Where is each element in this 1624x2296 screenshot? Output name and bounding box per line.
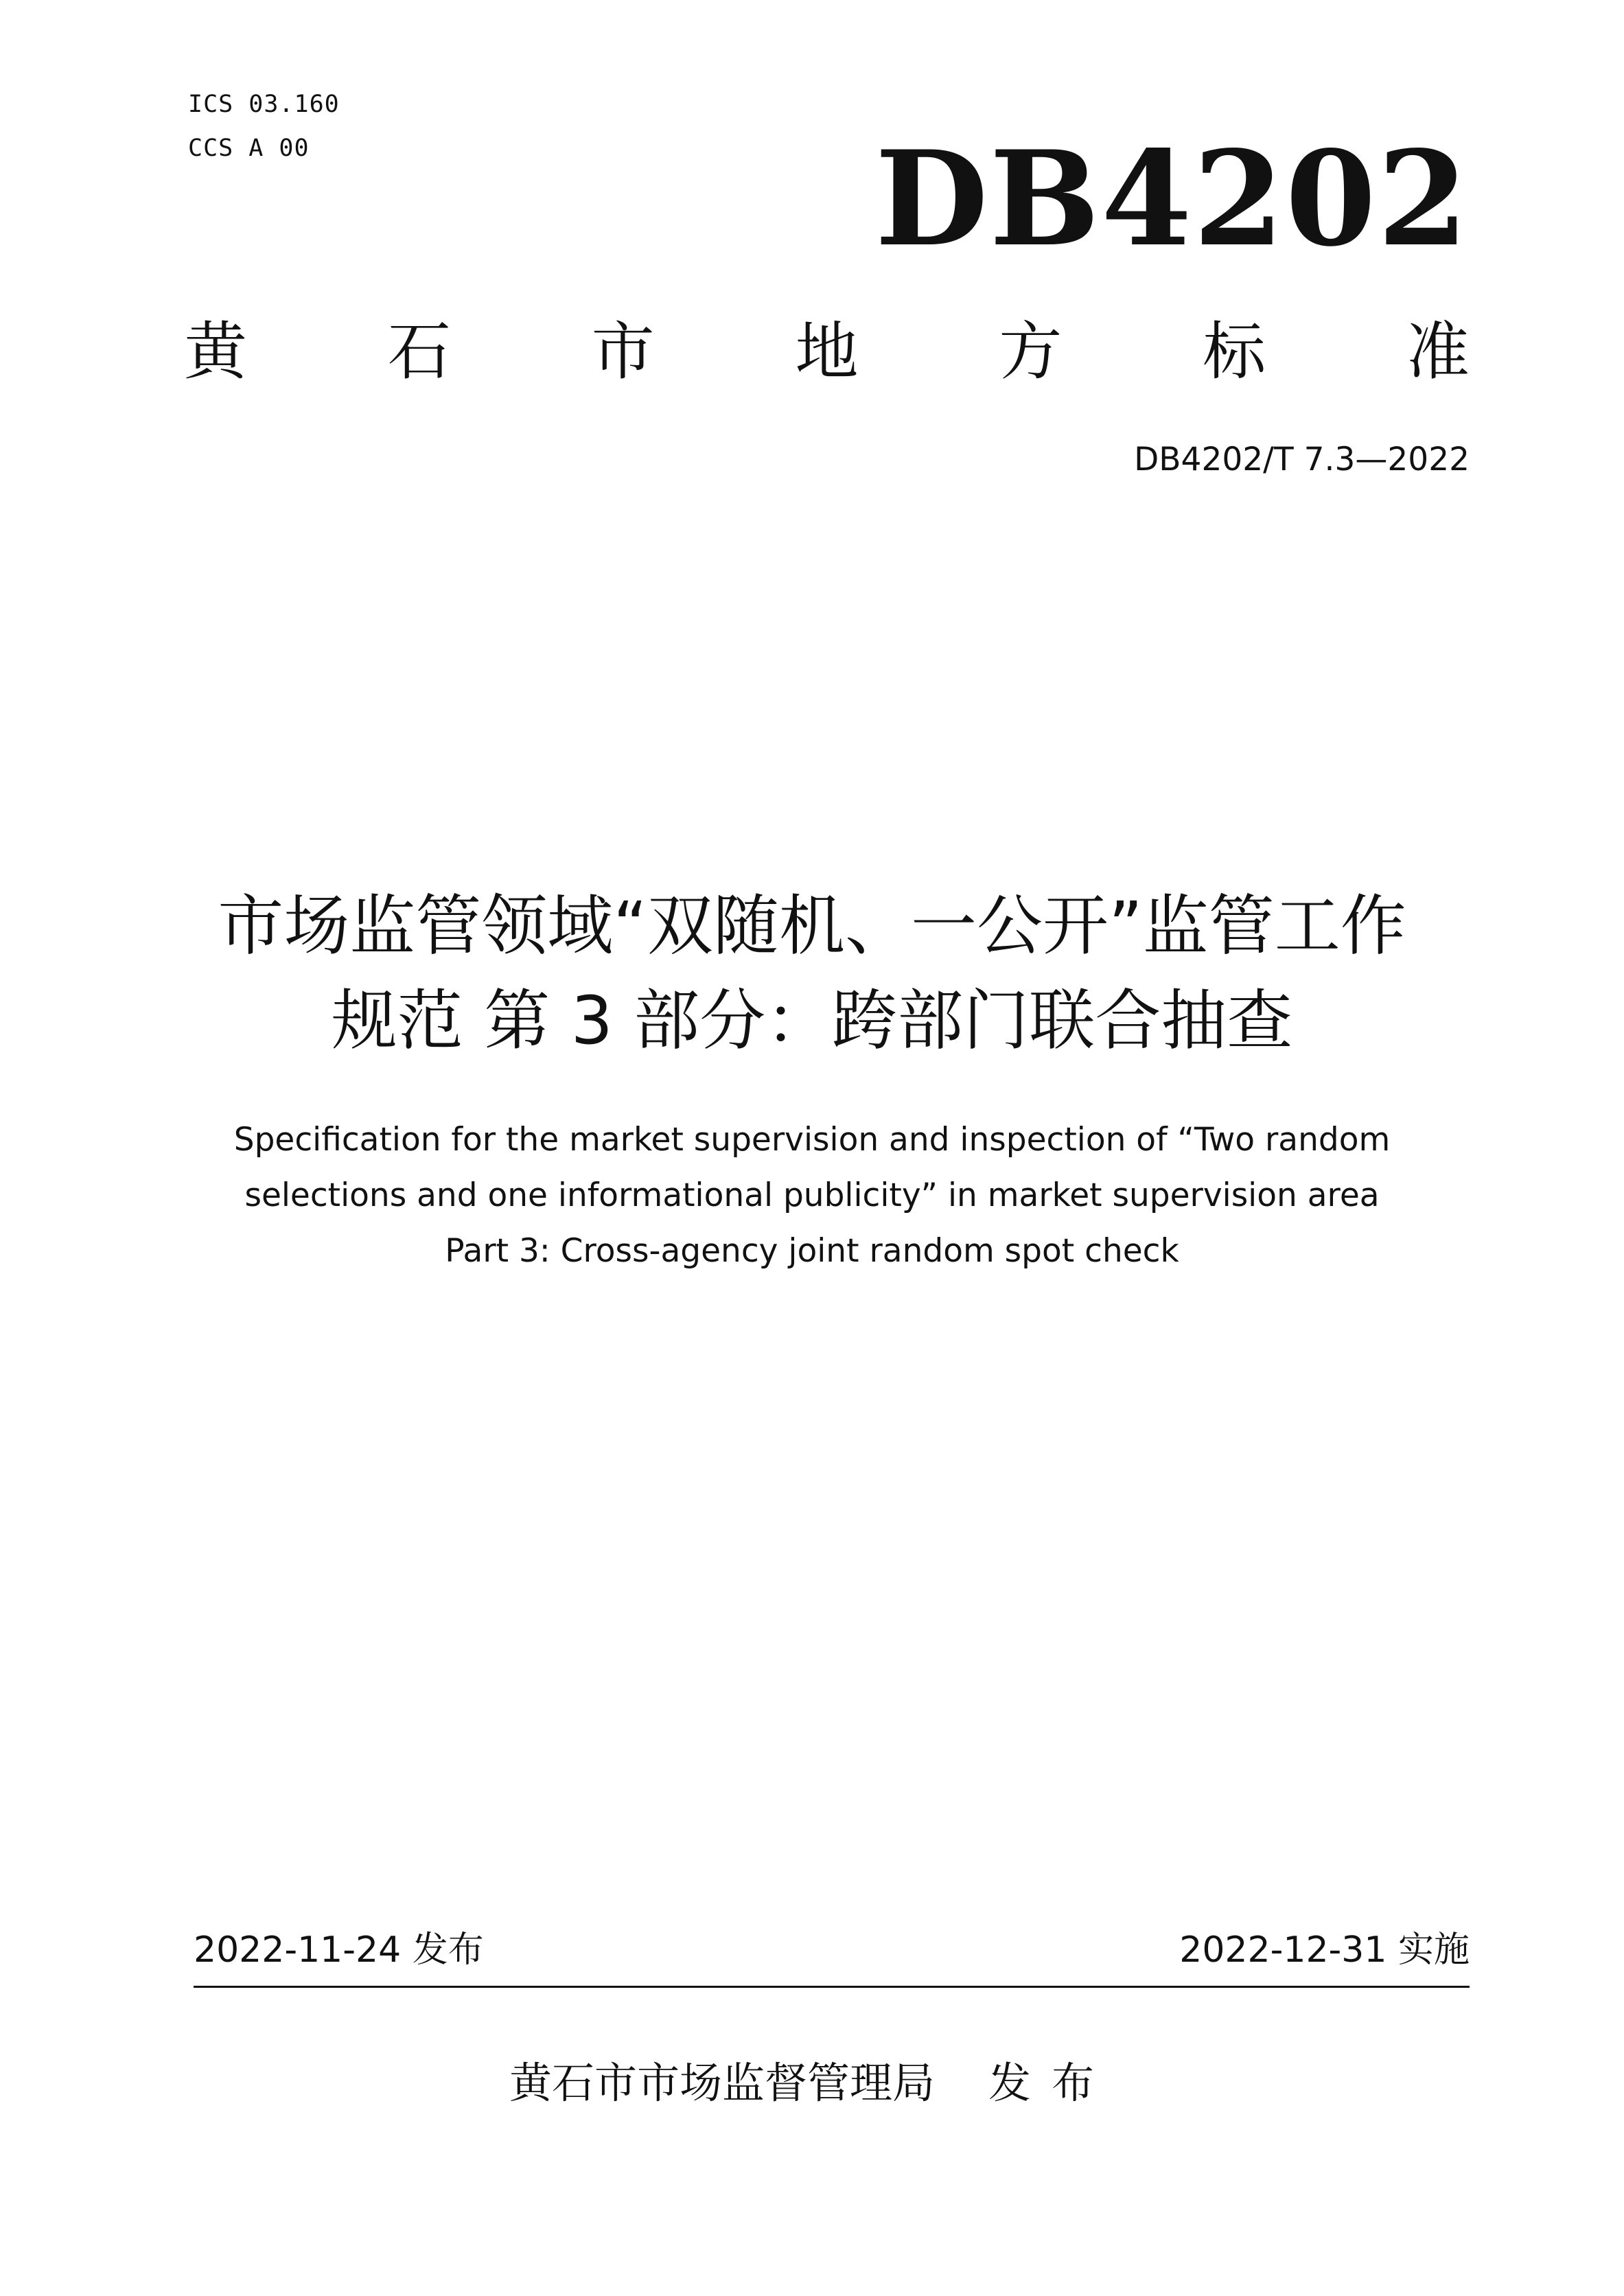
implementation-date: 2022-12-31 实施 [1179,1929,1470,1971]
standard-type-char: 黄 [184,315,248,389]
issuer-name: 黄石市市场监督管理局 [509,2058,935,2108]
standard-type-char: 标 [1203,315,1266,389]
footer-divider [194,1986,1470,1988]
chinese-title [137,879,1487,1068]
date-row [194,1926,1470,1974]
standard-number: DB4202/T 7.3—2022 [1134,441,1470,478]
chinese-title-line-1: 市场监管领域“双随机、一公开”监管工作 [218,888,1406,964]
english-title-line-1: Specification for the market supervision and inspection of “Two random [233,1121,1391,1159]
standard-type-char: 方 [999,315,1063,389]
standard-type-char: 准 [1406,315,1470,389]
english-title-line-3: Part 3: Cross-agency joint random spot check [445,1232,1179,1270]
standard-type-char: 石 [387,315,451,389]
issuer [0,2056,1624,2111]
ccs-code: CCS A 00 [188,135,310,162]
issuer-action: 发布 [988,2058,1115,2108]
english-title-line-2: selections and one informational publicity” in market supervision area [244,1176,1380,1214]
standard-code-logo: DB4202 [874,122,1470,275]
classification-codes [188,82,340,170]
ics-code: ICS 03.160 [188,91,340,118]
chinese-title-line-2: 规范 第 3 部分：跨部门联合抽查 [331,982,1293,1059]
standard-type-heading [184,314,1470,390]
standard-type-char: 地 [795,315,859,389]
standard-type-char: 市 [591,315,655,389]
english-title [137,1112,1487,1279]
release-date: 2022-11-24 发布 [194,1929,484,1971]
